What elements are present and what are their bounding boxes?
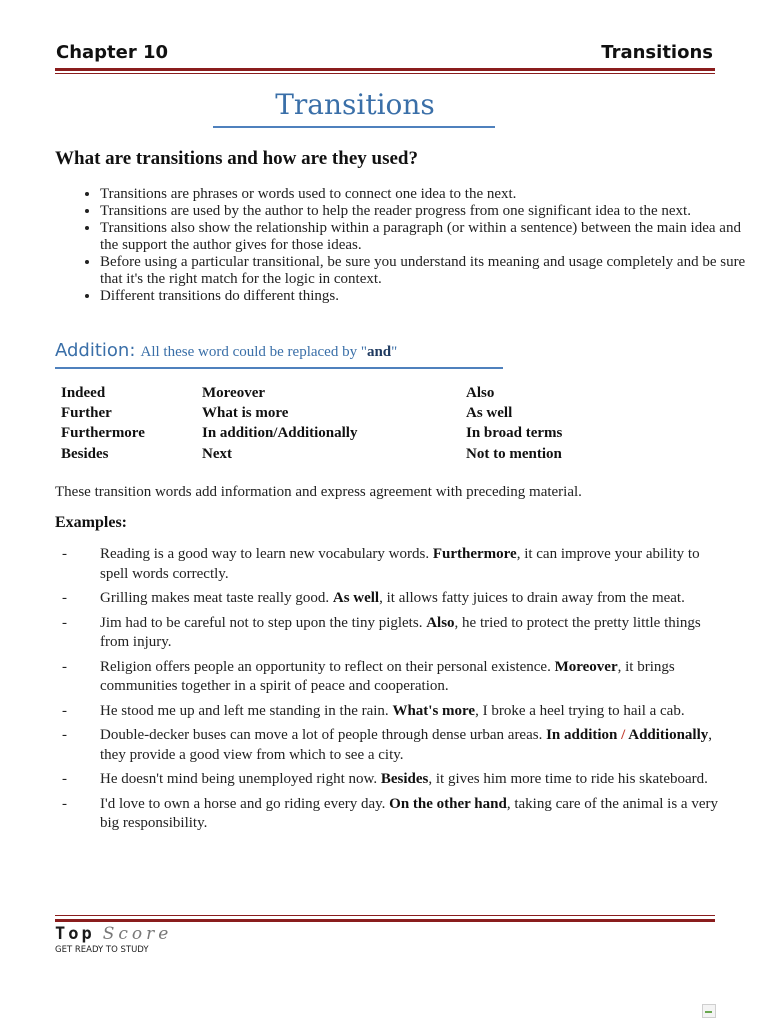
bullet-item: • Transitions are phrases or words used to connect one idea to the next. <box>100 186 750 203</box>
example-keyword: In addition <box>546 727 618 743</box>
dash-marker: - <box>62 658 67 675</box>
example-text: Jim had to be careful not to step upon the tiny piglets. <box>100 614 427 631</box>
brand-logo <box>55 924 172 944</box>
addition-note-word: and <box>366 344 392 360</box>
example-item <box>62 658 722 697</box>
footer-rule <box>55 919 715 922</box>
example-keyword: On the other hand <box>389 795 507 812</box>
dash-marker: - <box>62 795 67 812</box>
example-slash: / <box>617 727 629 743</box>
table-cell: Indeed <box>61 385 106 401</box>
dash-marker: - <box>62 614 67 631</box>
example-text: Grilling makes meat taste really good. <box>100 590 333 606</box>
examples-heading: Examples: <box>55 514 127 531</box>
bullet-item: • Different transitions do different things. <box>100 288 750 305</box>
examples-list <box>62 545 722 839</box>
example-keyword: Moreover <box>554 658 618 675</box>
brand-tagline: GET READY TO STUDY <box>55 945 149 955</box>
dash-marker: - <box>62 771 67 787</box>
chapter-label: Chapter 10 <box>56 42 169 63</box>
addition-note-end: " <box>391 344 398 360</box>
bullet-item: • Before using a particular transitional, be sure you understand its meaning and usage completely and be sure that it's the right match for the logic in context. <box>100 254 750 288</box>
example-text: I'd love to own a horse and go riding every day. <box>100 795 390 812</box>
addition-label: Addition: <box>55 340 136 361</box>
brand-score-text: Score <box>102 924 173 944</box>
page-title: Transitions <box>275 88 435 121</box>
example-text: Religion offers people an opportunity to reflect on their personal existence. <box>100 658 555 675</box>
example-keyword: Also <box>426 614 455 631</box>
dash-marker: - <box>62 590 67 606</box>
example-text: He doesn't mind being unemployed right now. <box>100 771 381 787</box>
example-text: , they provide a good view from which to see a city. <box>100 727 713 763</box>
title-underline <box>213 126 495 128</box>
table-cell: As well <box>466 405 513 421</box>
table-cell: Furthermore <box>61 425 145 441</box>
bullet-list <box>78 186 750 305</box>
example-text: , I broke a heel trying to hail a cab. <box>475 702 685 719</box>
example-item <box>62 702 722 722</box>
addition-underline <box>55 367 503 369</box>
header-rule-thin <box>55 73 715 74</box>
addition-description: These transition words add information and express agreement with preceding material. <box>55 484 582 500</box>
table-cell: Further <box>61 405 112 421</box>
table-cell: In broad terms <box>466 425 563 441</box>
dash-marker: - <box>62 702 67 719</box>
example-text: , it brings communities together in a spirit of peace and cooperation. <box>100 658 675 694</box>
table-cell: Moreover <box>202 385 266 401</box>
addition-note: All these word could be replaced by " <box>140 344 367 360</box>
bullet-item: • Transitions are used by the author to help the reader progress from one significant idea to the next. <box>100 203 750 220</box>
example-text: Double-decker buses can move a lot of people through dense urban areas. <box>100 727 547 743</box>
example-text: Reading is a good way to learn new vocabulary words. <box>100 546 433 562</box>
table-cell: Besides <box>61 446 109 462</box>
example-keyword: Additionally <box>628 727 709 743</box>
bullet-item: • Transitions also show the relationship within a paragraph (or within a sentence) between the main idea and the support the author gives for those ideas. <box>100 220 750 254</box>
table-cell: Next <box>202 446 232 462</box>
section-label: Transitions <box>601 42 713 63</box>
dash-marker: - <box>62 546 67 562</box>
example-keyword: Besides <box>380 771 429 787</box>
table-cell: In addition/Additionally <box>202 425 358 441</box>
dash-marker: - <box>62 727 67 743</box>
example-text: , it gives him more time to ride his skateboard. <box>428 771 708 787</box>
example-text: , it can improve your ability to spell words correctly. <box>100 546 700 582</box>
example-item <box>62 614 722 653</box>
footer-rule-thin <box>55 915 715 916</box>
example-item <box>62 589 722 609</box>
question-heading: What are transitions and how are they used? <box>55 148 418 169</box>
example-item <box>62 795 722 834</box>
brand-top-text: Top <box>55 924 95 944</box>
corner-badge-icon <box>702 1004 716 1018</box>
example-text: , he tried to protect the pretty little things from injury. <box>100 614 701 650</box>
table-cell: Not to mention <box>466 446 562 462</box>
example-item <box>62 545 722 584</box>
table-cell: Also <box>466 385 495 401</box>
example-text: , taking care of the animal is a very big responsibility. <box>100 795 718 831</box>
example-keyword: Furthermore <box>432 546 517 562</box>
example-keyword: As well <box>332 590 380 606</box>
table-cell: What is more <box>202 405 289 421</box>
example-item <box>62 770 722 790</box>
example-text: , it allows fatty juices to drain away from the meat. <box>379 590 685 606</box>
header-rule <box>55 68 715 71</box>
addition-heading <box>55 340 397 361</box>
example-text: He stood me up and left me standing in the rain. <box>100 702 393 719</box>
example-keyword: What's more <box>392 702 476 719</box>
example-item <box>62 726 722 765</box>
